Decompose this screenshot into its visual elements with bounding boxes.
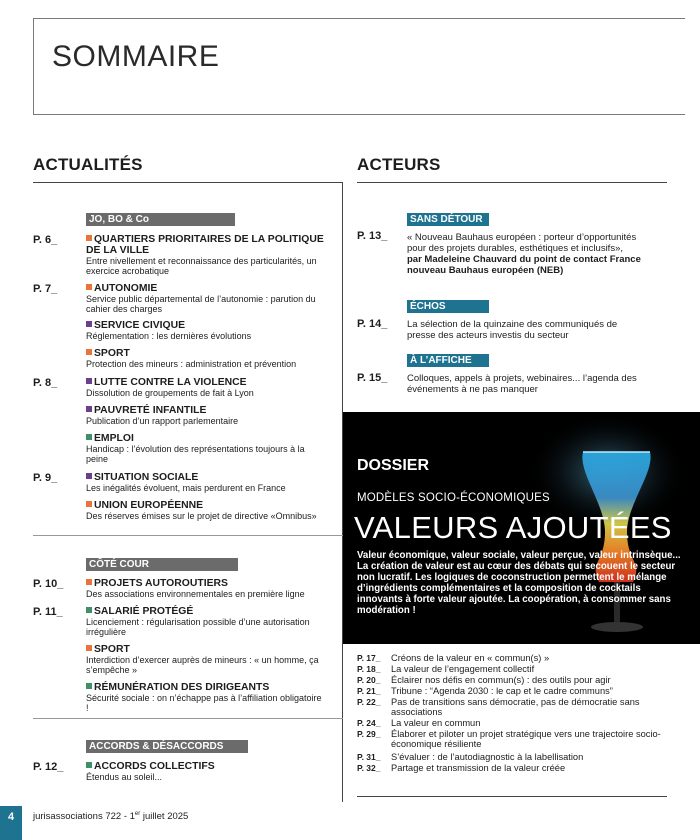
item-title: SALARIÉ PROTÉGÉ — [94, 606, 194, 617]
square-bullet-icon — [86, 378, 92, 384]
item-desc: Réglementation : les dernières évolutions — [86, 331, 252, 341]
row-text: Éclairer nos défis en commun(s) : des outils pour agir — [391, 675, 611, 685]
text-line: La sélection de la quinzaine des communiqués de — [407, 319, 618, 330]
dossier-label: DOSSIER — [357, 457, 430, 474]
section-bar-a-laffiche: À L’AFFICHE — [407, 354, 489, 367]
row-text: S’évaluer : de l’autodiagnostic à la labellisation — [391, 752, 584, 762]
issue-number: 722 - 1 — [102, 811, 135, 823]
section-bar-echos: ÉCHOS — [407, 300, 489, 313]
page-number: P. 7_ — [33, 283, 58, 295]
list-item[interactable] — [86, 405, 326, 426]
footer-page-number: 4 — [0, 806, 22, 840]
text-line: presse des acteurs investis du secteur — [407, 330, 569, 341]
brand-logo: jurisassociations — [33, 811, 103, 823]
page-number: P. 24_ — [357, 718, 381, 728]
list-item[interactable] — [86, 377, 326, 398]
square-bullet-icon — [86, 406, 92, 412]
list-item[interactable] — [86, 433, 326, 464]
item-title: SPORT — [94, 644, 130, 655]
dossier-row[interactable] — [357, 675, 677, 686]
square-bullet-icon — [86, 501, 92, 507]
dossier-row[interactable] — [357, 664, 677, 675]
list-item[interactable] — [86, 234, 326, 276]
item-desc: Des réserves émises sur le projet de directive «Omnibus» — [86, 511, 317, 521]
item-desc: Handicap : l’évolution des représentations toujours à la peine — [86, 444, 305, 464]
list-item[interactable] — [86, 682, 326, 713]
page-number: P. 10_ — [33, 578, 64, 590]
row-text: Partage et transmission de la valeur créée — [391, 763, 566, 773]
page-number: P. 8_ — [33, 377, 58, 389]
item-desc: Publication d’un rapport parlementaire — [86, 416, 239, 426]
divider — [33, 718, 343, 719]
section-bar-sans-detour: SANS DÉTOUR — [407, 213, 489, 226]
list-item[interactable] — [86, 606, 326, 637]
square-bullet-icon — [86, 607, 92, 613]
list-item[interactable] — [86, 500, 326, 521]
acteurs-rule — [357, 182, 667, 183]
item-desc: Les inégalités évoluent, mais perdurent en France — [86, 483, 286, 493]
page-number: P. 29_ — [357, 729, 381, 739]
section-bar-cote-cour: CÔTÉ COUR — [86, 558, 238, 571]
item-desc: Des associations environnementales en première ligne — [86, 589, 305, 599]
dossier-row[interactable] — [357, 718, 677, 729]
text-line: nouveau Bauhaus européen (NEB) — [407, 265, 564, 276]
item-title: ACCORDS COLLECTIFS — [94, 761, 215, 772]
text-line: « Nouveau Bauhaus européen : porteur d’opportunités — [407, 232, 637, 243]
item-desc: Sécurité sociale : on n’échappe pas à l’affiliation obligatoire ! — [86, 693, 322, 713]
item-title: QUARTIERS PRIORITAIRES DE LA POLITIQUE DE LA VILLE — [86, 234, 324, 256]
row-text: Tribune : “Agenda 2030 : le cap et le cadre communs” — [391, 686, 613, 696]
text-line: pour des projets durables, esthétiques et inclusifs», — [407, 243, 623, 254]
page-number: P. 6_ — [33, 234, 58, 246]
page-number: P. 21_ — [357, 686, 381, 696]
bottom-rule — [357, 796, 667, 797]
acteurs-heading: ACTEURS — [357, 155, 441, 174]
page-number: P. 18_ — [357, 664, 381, 674]
text-line: Colloques, appels à projets, webinaires... l’agenda des — [407, 373, 637, 384]
item-desc: Protection des mineurs : administration et prévention — [86, 359, 297, 369]
text-line: par Madeleine Chauvard du point de contact France — [407, 254, 641, 265]
item-desc: Dissolution de groupements de fait à Lyon — [86, 388, 254, 398]
list-item[interactable] — [86, 320, 326, 341]
square-bullet-icon — [86, 473, 92, 479]
square-bullet-icon — [86, 645, 92, 651]
item-desc: Licenciement : régularisation possible d’une autorisation irrégulière — [86, 617, 310, 637]
dossier-row[interactable] — [357, 729, 677, 752]
item-title: UNION EUROPÉENNE — [94, 500, 204, 511]
item-title: PAUVRETÉ INFANTILE — [94, 405, 207, 416]
list-item[interactable] — [86, 283, 326, 314]
issue-date: juillet 2025 — [140, 811, 189, 823]
page-number: P. 31_ — [357, 752, 381, 762]
page-number: P. 14_ — [357, 318, 388, 330]
row-text: Créons de la valeur en « commun(s) » — [391, 653, 550, 663]
item-title: LUTTE CONTRE LA VIOLENCE — [94, 377, 247, 388]
item-title: RÉMUNÉRATION DES DIRIGEANTS — [94, 682, 270, 693]
item-title: SERVICE CIVIQUE — [94, 320, 186, 331]
row-text: La valeur en commun — [391, 718, 481, 728]
item-desc: Service public départemental de l’autonomie : parution du cahier des charges — [86, 294, 316, 314]
row-text: Pas de transitions sans démocratie, pas de démocratie sans associations — [391, 697, 640, 717]
dossier-list — [357, 653, 677, 774]
dossier-row[interactable] — [357, 653, 677, 664]
page-number: P. 22_ — [357, 697, 381, 707]
text-line: événements à ne pas manquer — [407, 384, 538, 395]
item-desc: Entre nivellement et reconnaissance des particularités, un exercice acrobatique — [86, 256, 317, 276]
item-title: SITUATION SOCIALE — [94, 472, 199, 483]
item-title: PROJETS AUTOROUTIERS — [94, 578, 228, 589]
acteur-item[interactable] — [407, 373, 662, 395]
dossier-row[interactable] — [357, 686, 677, 697]
square-bullet-icon — [86, 235, 92, 241]
dossier-intro: Valeur économique, valeur sociale, valeur perçue, valeur intrinsèque... La création de valeur est au cœur des débats qui secouent le secteur non lucratif. Les logiques de coconstruction permettent le mélange d’ingrédients complémentaires et la composition de cocktails innovants à forte valeur ajoutée. La coopération, à consommer sans modération ! — [357, 550, 681, 616]
dossier-row[interactable] — [357, 752, 677, 763]
section-bar-jo-bo: JO, BO & Co — [86, 213, 235, 226]
square-bullet-icon — [86, 762, 92, 768]
square-bullet-icon — [86, 349, 92, 355]
page-number: P. 15_ — [357, 372, 388, 384]
footer-issue — [33, 811, 188, 822]
item-desc: Interdiction d’exercer auprès de mineurs : « un homme, ça s’empêche » — [86, 655, 319, 675]
item-title: AUTONOMIE — [94, 283, 158, 294]
dossier-row[interactable] — [357, 763, 677, 774]
square-bullet-icon — [86, 579, 92, 585]
square-bullet-icon — [86, 434, 92, 440]
acteur-item[interactable] — [407, 232, 662, 276]
list-item[interactable] — [86, 644, 326, 675]
page-number: P. 9_ — [33, 472, 58, 484]
item-title: SPORT — [94, 348, 130, 359]
section-bar-accords: ACCORDS & DÉSACCORDS — [86, 740, 248, 753]
item-desc: Étendus au soleil... — [86, 772, 163, 782]
acteur-item[interactable] — [407, 319, 662, 341]
date-sup: er — [134, 811, 141, 817]
dossier-row[interactable] — [357, 697, 677, 718]
list-item[interactable] — [86, 761, 326, 782]
dossier-subtitle: MODÈLES SOCIO-ÉCONOMIQUES — [357, 492, 550, 504]
actualites-heading: ACTUALITÉS — [33, 155, 143, 174]
square-bullet-icon — [86, 683, 92, 689]
page-number: P. 32_ — [357, 763, 381, 773]
page-title: SOMMAIRE — [52, 40, 220, 73]
page-number: P. 17_ — [357, 653, 381, 663]
divider — [33, 535, 343, 536]
item-title: EMPLOI — [94, 433, 134, 444]
list-item[interactable] — [86, 472, 326, 493]
page-number: P. 11_ — [33, 606, 63, 618]
square-bullet-icon — [86, 321, 92, 327]
row-text: Élaborer et piloter un projet stratégique vers une trajectoire socio-économique résiliente — [391, 729, 661, 749]
square-bullet-icon — [86, 284, 92, 290]
page-number: P. 20_ — [357, 675, 381, 685]
list-item[interactable] — [86, 348, 326, 369]
dossier-title: VALEURS AJOUTÉES — [354, 510, 672, 545]
list-item[interactable] — [86, 578, 326, 599]
page-number: P. 12_ — [33, 761, 64, 773]
actualites-rule — [33, 182, 343, 183]
page-number: P. 13_ — [357, 230, 388, 242]
row-text: La valeur de l’engagement collectif — [391, 664, 535, 674]
